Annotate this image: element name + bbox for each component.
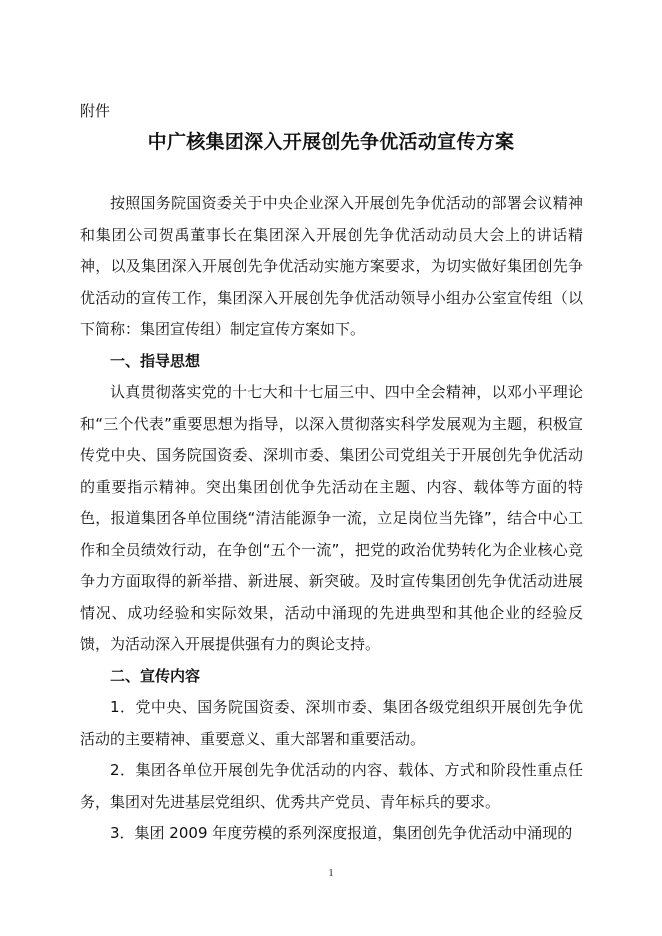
content-item-1: 1．党中央、国务院国资委、深圳市委、集团各级党组织开展创先争优活动的主要精神、重要意义、重大部署和重要活动。	[80, 698, 583, 748]
content-item-3: 3．集团 2009 年度劳模的系列深度报道，集团创先争优活动中涌现的	[110, 824, 573, 842]
guiding-ideology-paragraph: 认真贯彻落实党的十七大和十七届三中、四中全会精神，以邓小平理论和“三个代表”重要思想为指导，以深入贯彻落实科学发展观为主题，积极宣传党中央、国务院国资委、深圳市委、集团公司党组关于开展创先争优活动的重要指示精神。突出集团创优争先活动在主题、内容、载体等方面的特色，报道集团各单位围绕“清洁能源争一流，立足岗位当先锋”，结合中心工作和全员绩效行动，在争创“五个一流”，把党的政治优势转化为企业核心竞争力方面取得的新举措、新进展、新突破。及时宣传集团创先争优活动进展情况、成功经验和实际效果，活动中涌现的先进典型和其他企业的经验反馈，为活动深入开展提供强有力的舆论支持。	[80, 383, 583, 653]
document-body	[80, 188, 583, 850]
intro-paragraph: 按照国务院国资委关于中央企业深入开展创先争优活动的部署会议精神和集团公司贺禹董事长在集团深入开展创先争优活动动员大会上的讲话精神，以及集团深入开展创先争优活动实施方案要求，为切实做好集团创先争优活动的宣传工作，集团深入开展创先争优活动领导小组办公室宣传组（以下简称：集团宣传组）制定宣传方案如下。	[80, 194, 583, 338]
page-number: 1	[328, 868, 334, 879]
attachment-label: 附件	[80, 102, 111, 120]
content-item-2: 2．集团各单位开展创先争优活动的内容、载体、方式和阶段性重点任务，集团对先进基层党组织、优秀共产党员、青年标兵的要求。	[80, 761, 583, 811]
section-heading-guiding-ideology: 一、指导思想	[110, 351, 201, 370]
document-title: 中广核集团深入开展创先争优活动宣传方案	[147, 131, 515, 153]
section-heading-publicity-content: 二、宣传内容	[110, 666, 201, 685]
